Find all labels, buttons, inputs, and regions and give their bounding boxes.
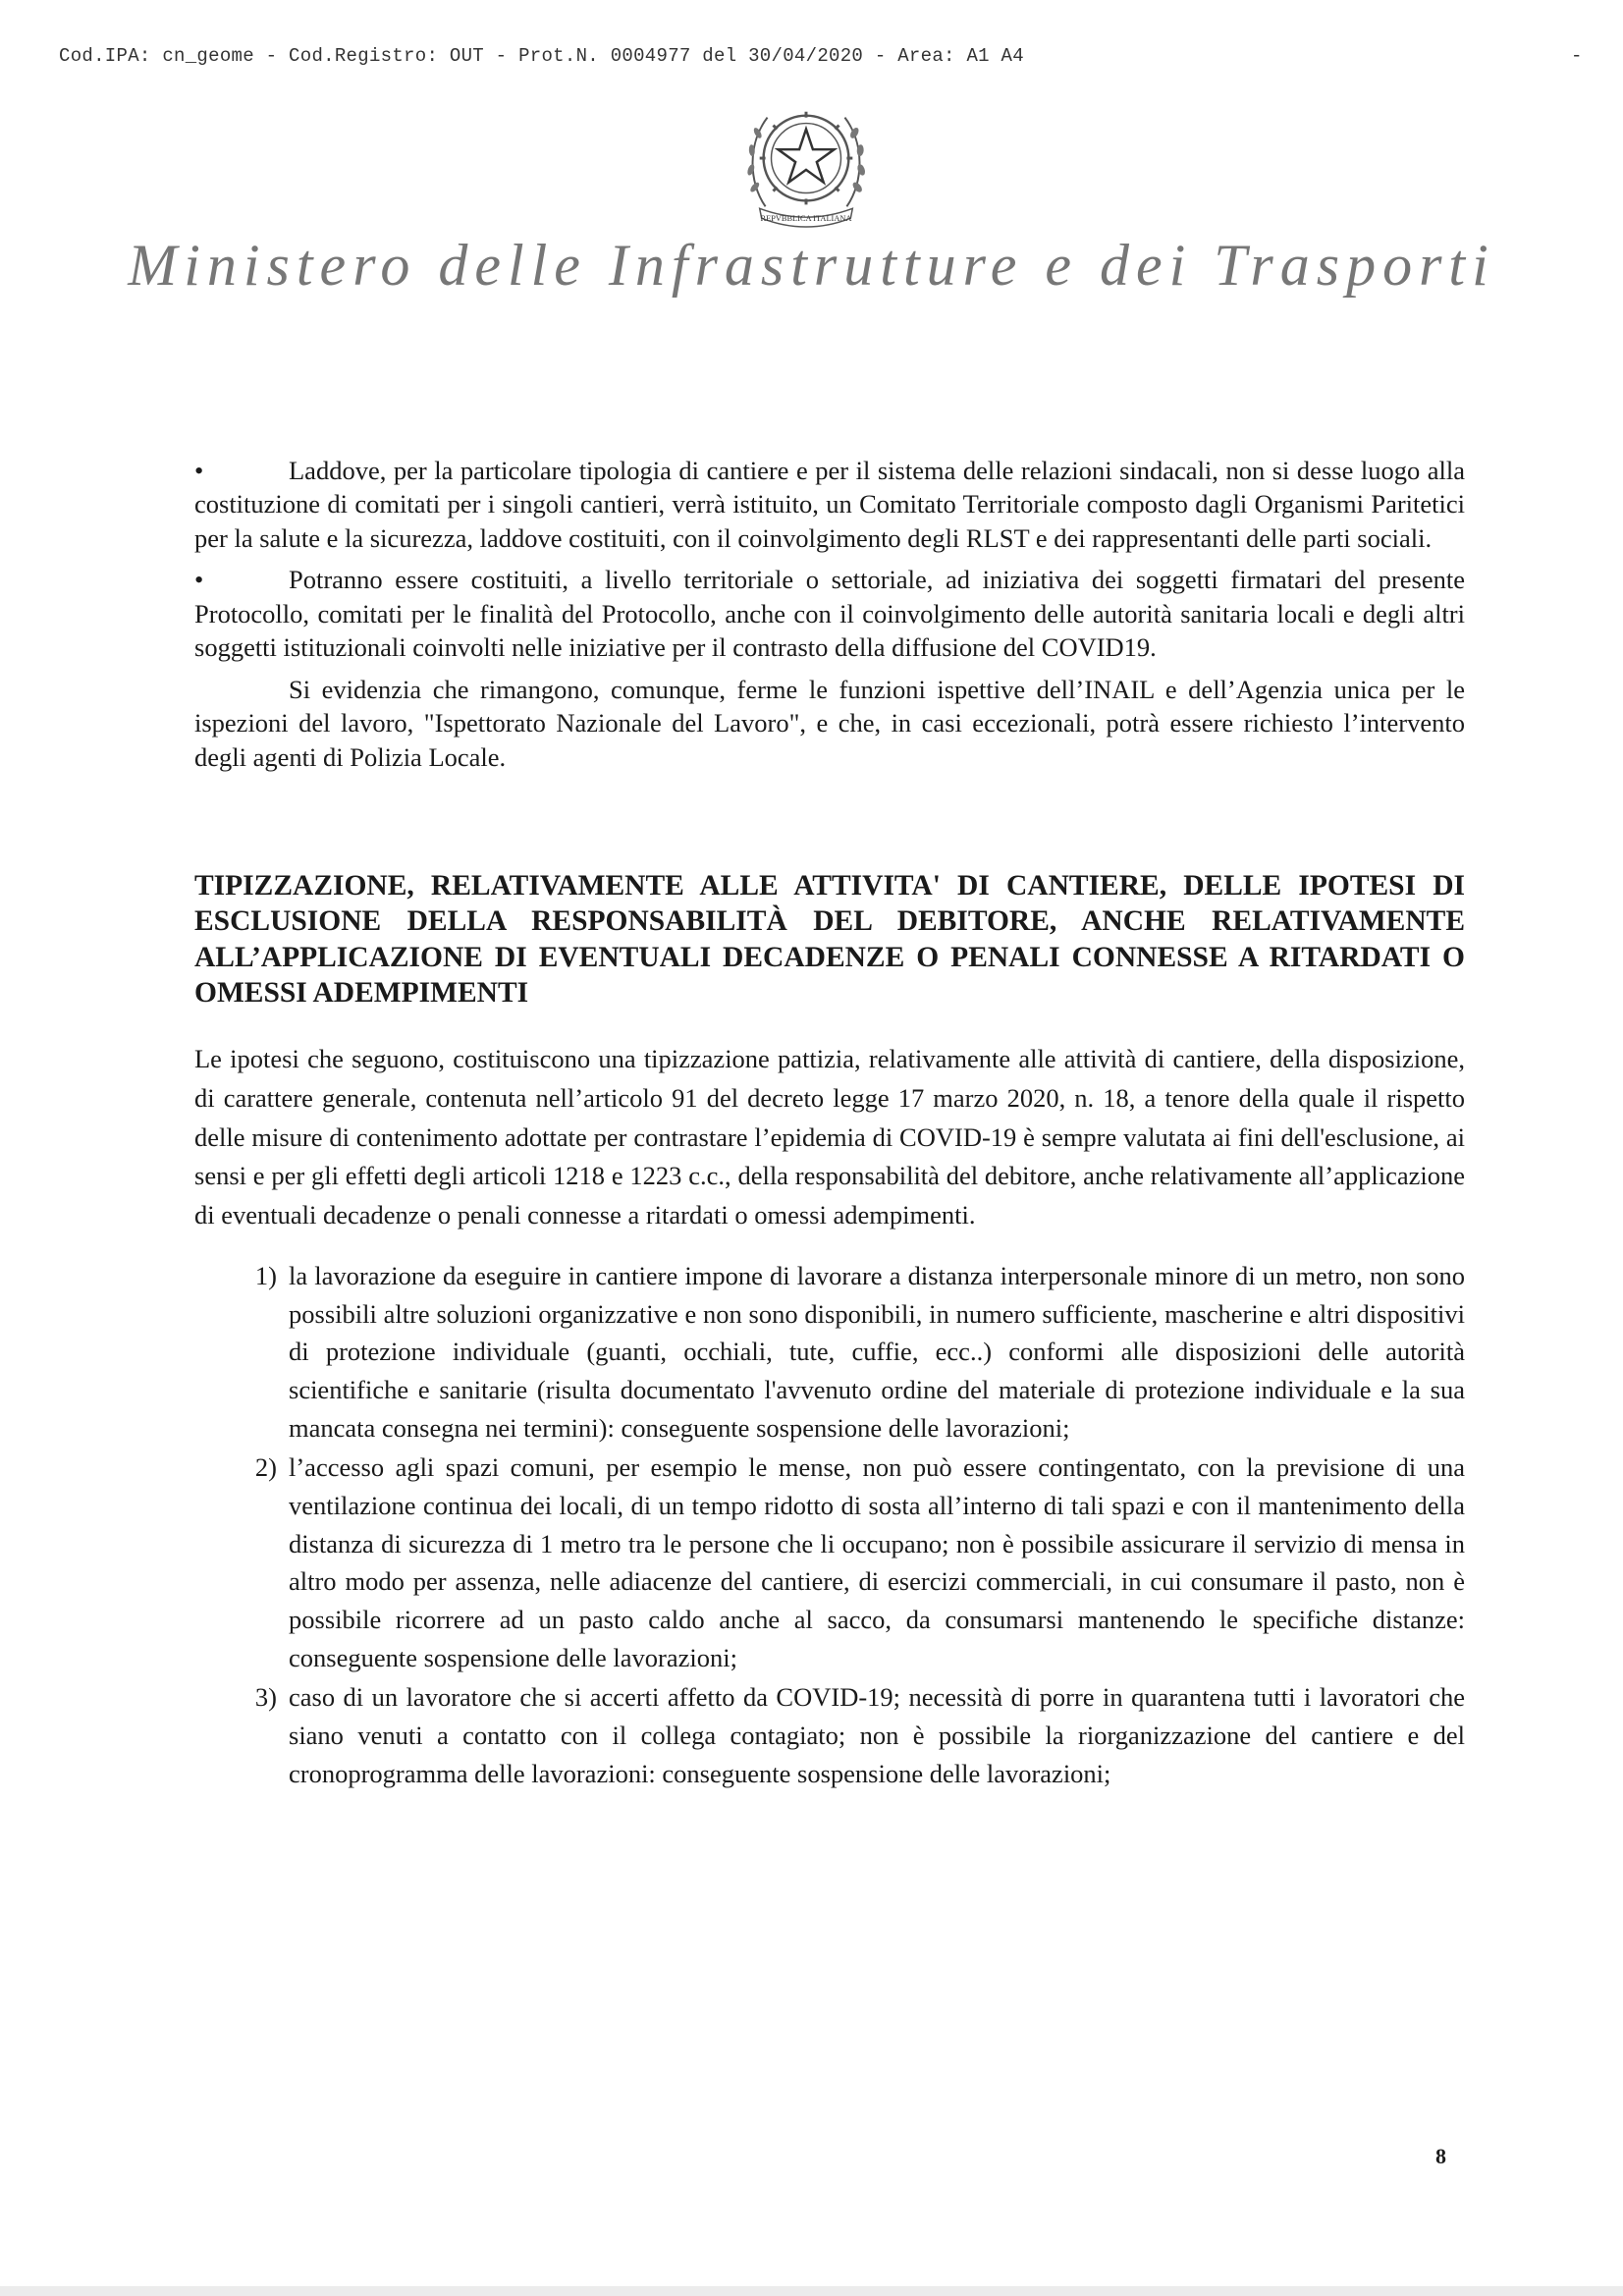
list-item (236, 1449, 1465, 1676)
page-number: 8 (1435, 2144, 1446, 2168)
list-item-text: l’accesso agli spazi comuni, per esempio le mense, non può essere contingentato, con la previsione di una ventilazione continua dei locali, di un tempo ridotto di sosta all’interno di tali spazi e con il mantenimento della distanza di sicurezza di 1 metro tra le persone che li occupano; non è possibile assicurare il servizio di mensa in altro modo per assenza, nelle adiacenze del cantiere, di esercizi commerciali, in cui consumare il pasto, non è possibile ricorrere ad un pasto caldo anche al sacco, da consumarsi mantenendo le specifiche distanze: conseguente sospensione delle lavorazioni; (289, 1452, 1465, 1672)
list-item-text: la lavorazione da eseguire in cantiere impone di lavorare a distanza interpersonale minore di un metro, non sono possibili altre soluzioni organizzative e non sono disponibili, in numero sufficiente, mascherine e altri dispositivi di protezione individuale (guanti, occhiali, tute, cuffie, ecc..) conformi alle disposizioni delle autorità scientifiche e sanitarie (risulta documentato l'avvenuto ordine del materiale di protezione individuale e la sua mancata consegna nei termini): conseguente sospensione delle lavorazioni; (289, 1260, 1465, 1443)
bullet-paragraph-2 (194, 563, 1465, 664)
italian-republic-emblem-icon (738, 94, 874, 230)
list-item-text: caso di un lavoratore che si accerti affetto da COVID-19; necessità di porre in quarantena tutti i lavoratori che siano venuti a contatto con il collega contagiato; non è possibile la riorganizzazione del cantiere e del cronoprogramma delle lavorazioni: conseguente sospensione delle lavorazioni; (289, 1682, 1465, 1788)
emblem-ribbon-text: REPVBBLICA ITALIANA (760, 214, 852, 224)
section-heading: TIPIZZAZIONE, RELATIVAMENTE ALLE ATTIVITA' DI CANTIERE, DELLE IPOTESI DI ESCLUSIONE DELLA RESPONSABILITÀ DEL DEBITORE, ANCHE RELATIVAMENTE ALL’APPLICAZIONE DI EVENTUALI DECADENZE O PENALI CONNESSE A RITARDATI O OMESSI ADEMPIMENTI (194, 869, 1465, 1009)
closing-paragraph: Si evidenzia che rimangono, comunque, ferme le funzioni ispettive dell’INAIL e dell’Agenzia unica per le ispezioni del lavoro, "Ispettorato Nazionale del Lavoro", e che, in casi eccezionali, potrà essere richiesto l’intervento degli agenti di Polizia Locale. (194, 674, 1465, 772)
bullet-text-1: Laddove, per la particolare tipologia di cantiere e per il sistema delle relazioni sindacali, non si desse luogo alla costituzione di comitati per i singoli cantieri, verrà istituito, un Comitato Territoriale composto dagli Organismi Paritetici per la salute e la sicurezza, laddove costituiti, con il coinvolgimento degli RLST e dei rappresentanti delle parti sociali. (194, 456, 1465, 553)
list-item (236, 1678, 1465, 1792)
list-item-number: 2) (254, 1452, 277, 1483)
ministry-name: Ministero delle Infrastrutture e dei Trasporti (128, 233, 1495, 298)
list-item (236, 1257, 1465, 1447)
list-item-number: 1) (254, 1260, 277, 1290)
numbered-list (194, 1257, 1465, 1793)
scan-bottom-edge (0, 2286, 1623, 2296)
protocol-header: Cod.IPA: cn_geome - Cod.Registro: OUT - Prot.N. 0004977 del 30/04/2020 - Area: A1 A4 (59, 45, 1024, 67)
bullet-text-2: Potranno essere costituiti, a livello territoriale o settoriale, ad iniziativa dei soggetti firmatari del presente Protocollo, comitati per le finalità del Protocollo, anche con il coinvolgimento delle autorità sanitaria locali e degli altri soggetti istituzionali coinvolti nelle iniziative per il contrasto della diffusione del COVID19. (194, 565, 1465, 663)
bullet-symbol: • (194, 456, 204, 485)
section-intro: Le ipotesi che seguono, costituiscono una tipizzazione pattizia, relativamente alle attività di cantiere, della disposizione, di carattere generale, contenuta nell’articolo 91 del decreto legge 17 marzo 2020, n. 18, a tenore della quale il rispetto delle misure di contenimento adottate per contrastare l’epidemia di COVID-19 è sempre valutata ai fini dell'esclusione, ai sensi e per gli effetti degli articoli 1218 e 1223 c.c., della responsabilità del debitore, anche relativamente all’applicazione di eventuali decadenze o penali connesse a ritardati o omessi adempimenti. (194, 1044, 1465, 1230)
document-body (194, 454, 1465, 1794)
margin-dash: - (1571, 45, 1583, 67)
bullet-symbol: • (194, 565, 204, 595)
bullet-paragraph-1 (194, 454, 1465, 555)
list-item-number: 3) (254, 1682, 277, 1713)
